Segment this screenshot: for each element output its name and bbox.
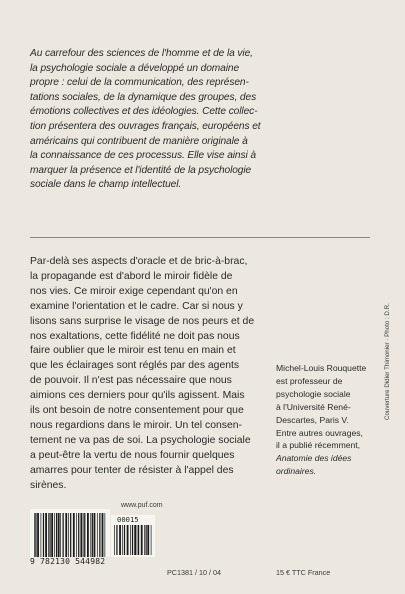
book-description [30,255,266,494]
series-line: tion présentera des ouvrages français, européens et [30,120,261,132]
description-line: que les éclairages sont réglés par des agents [30,360,240,372]
description-line: de pouvoir. Il n'est pas nécessaire que nous [30,375,232,387]
book-title-line: Anatomie des idées [276,453,352,464]
description-line: faire oublier que le miroir est tenu en main et [30,345,236,357]
series-line: tations sociales, de la dynamique des groupes, des [30,91,257,103]
series-line: marquer la présence et l'identité de la psychologie [30,164,252,176]
description-line: aimions ces derniers pour qu'ils agissent. Mais [30,390,245,402]
bio-line: Descartes, Paris V. [276,414,349,425]
series-line: la connaissance de ces processus. Elle vise ainsi à [30,150,256,162]
series-line: Au carrefour des sciences de l'homme et de la vie, [30,48,253,59]
bio-line: il a publié récemment, [276,440,361,451]
bio-line: à l'Université René- [276,401,351,412]
reference-code: PC1381 / 10 / 04 [167,568,221,577]
divider-rule [30,237,370,238]
author-bio [276,362,388,478]
description-line: nos exaltations, cette fidélité ne doit pas nous [30,330,240,342]
series-line: américains qui contribuent de manière originale à [30,135,248,147]
description-line: Par-delà ses aspects d'oracle et de bric-à-brac, [30,256,248,267]
barcode-number: 9 782130 544982 [30,557,106,566]
description-line: a peut-être la vertu de nous fournir quelques [30,449,235,461]
description-line: amarres pour tenter de résister à l'appel des [30,464,234,476]
description-line: tement ne va pas de soi. La psychologie sociale [30,434,251,446]
bio-line: Michel-Louis Rouquette [276,363,367,373]
book-title-line: ordinaires. [276,466,317,477]
description-line: la propagande est d'abord le miroir fidèle de [30,270,233,282]
cover-credit: Couverture Didier Thimonier · Photo : D.R. [384,303,391,420]
series-line: propre : celui de la communication, des représen- [30,77,249,89]
description-line: nous regardions dans le miroir. Un tel consen- [30,419,242,431]
description-line: sirènes. [30,479,67,491]
bio-line: Entre autres ouvrages, [276,427,363,438]
series-line: émotions collectives et des idéologies. Cette collec- [30,106,258,118]
barcode-bars-icon [34,513,106,557]
description-line: examine l'orientation et le cadre. Car si nous y [30,300,243,312]
price: 15 € TTC France [276,568,331,577]
description-line: lisons sans surprise le visage de nos peurs et de [30,315,255,327]
addon-bars-icon [114,525,152,555]
bio-line: est professeur de [276,375,343,386]
description-line: ils ont besoin de notre consentement pour que [30,405,244,417]
publisher-website[interactable]: www.puf.com [121,502,163,509]
ean-barcode [30,509,110,557]
addon-number: 00015 [117,515,139,524]
description-line: nos vies. Ce miroir exige cependant qu'on en [30,285,238,297]
series-line: sociale dans le champ intellectuel. [30,179,182,191]
bio-line: psychologie sociale [276,388,351,399]
series-line: la psychologie sociale a développé un domaine [30,62,240,74]
series-description [30,47,375,193]
